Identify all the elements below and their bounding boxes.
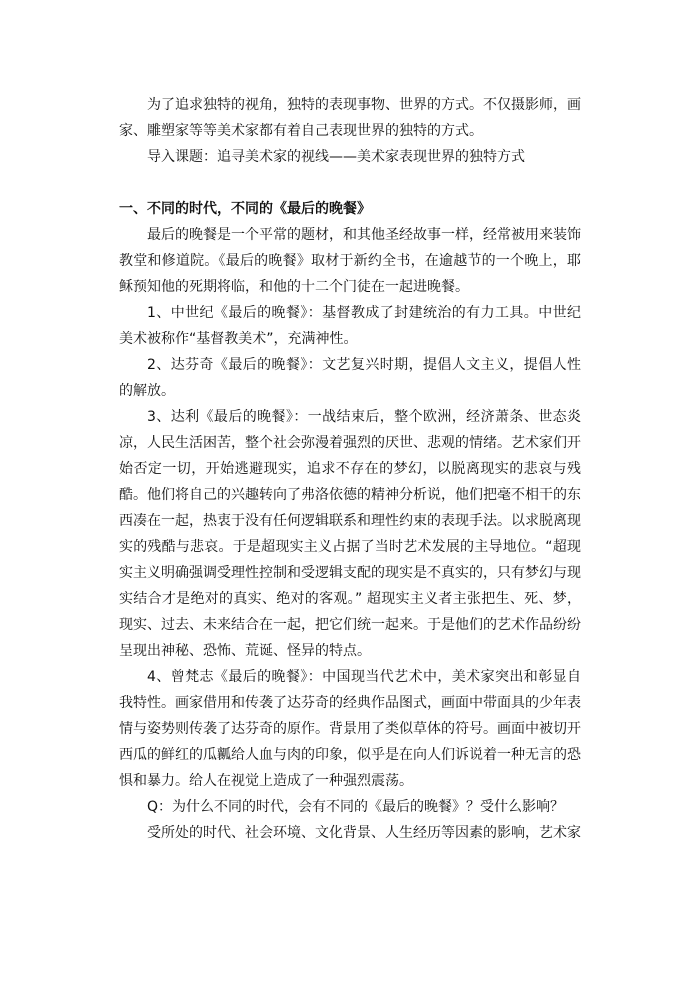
list-item-3: 3、达利《最后的晚餐》：一战结束后，整个欧洲，经济萧条、世态炎凉，人民生活困苦，整个社会弥漫着强烈的厌世、悲观的情绪。艺术家们开始否定一切，开始逃避现实，追求不存在的梦幻，以脱离现实的悲哀与残酷。他们将自己的兴趣转向了弗洛依德的精神分析说，他们把毫不相干的东西凑在一起，热衷于没有任何逻辑联系和理性约束的表现手法。以求脱离现实的残酷与悲哀。于是超现实主义占据了当时艺术发展的主导地位。“超现实主义明确强调受理性控制和受逻辑支配的现实是不真实的，只有梦幻与现实结合才是绝对的真实、绝对的客观。” 超现实主义者主张把生、死、梦，现实、过去、未来结合在一起，把它们统一起来。于是他们的艺术作品纷纷呈现出神秘、恐怖、荒诞、怪异的特点。	[119, 409, 581, 659]
lesson-topic: 导入课题：追寻美术家的视线——美术家表现世界的独特方式	[147, 149, 525, 165]
list-item-1: 1、中世纪《最后的晚餐》：基督教成了封建统治的有力工具。中世纪美术被称作“基督教美术”，充满神性。	[119, 305, 581, 347]
list-item-2: 2、达芬奇《最后的晚餐》：文艺复兴时期，提倡人文主义，提倡人性的解放。	[119, 357, 581, 399]
section-heading: 一、不同的时代，不同的《最后的晚餐》	[119, 201, 371, 217]
spacer	[119, 170, 581, 196]
document-body	[119, 92, 581, 846]
body-paragraph: 最后的晚餐是一个平常的题材，和其他圣经故事一样，经常被用来装饰教堂和修道院。《最后的晚餐》取材于新约全书，在逾越节的一个晚上，耶稣预知他的死期将临，和他的十二个门徒在一起进晚餐。	[119, 227, 581, 295]
question-paragraph: Q：为什么不同的时代，会有不同的《最后的晚餐》？受什么影响？	[147, 799, 565, 815]
answer-paragraph: 受所处的时代、社会环境、文化背景、人生经历等因素的影响，艺术家	[147, 825, 581, 841]
intro-paragraph: 为了追求独特的视角，独特的表现事物、世界的方式。不仅摄影师，画家、雕塑家等等美术家都有着自己表现世界的独特的方式。	[119, 97, 581, 139]
list-item-4: 4、曾梵志《最后的晚餐》：中国现当代艺术中，美术家突出和彰显自我特性。画家借用和传袭了达芬奇的经典作品图式，画面中带面具的少年表情与姿势则传袭了达芬奇的原作。背景用了类似草体的符号。画面中被切开西瓜的鲜红的瓜瓤给人血与肉的印象，似乎是在向人们诉说着一种无言的恐惧和暴力。给人在视觉上造成了一种强烈震荡。	[119, 669, 581, 789]
